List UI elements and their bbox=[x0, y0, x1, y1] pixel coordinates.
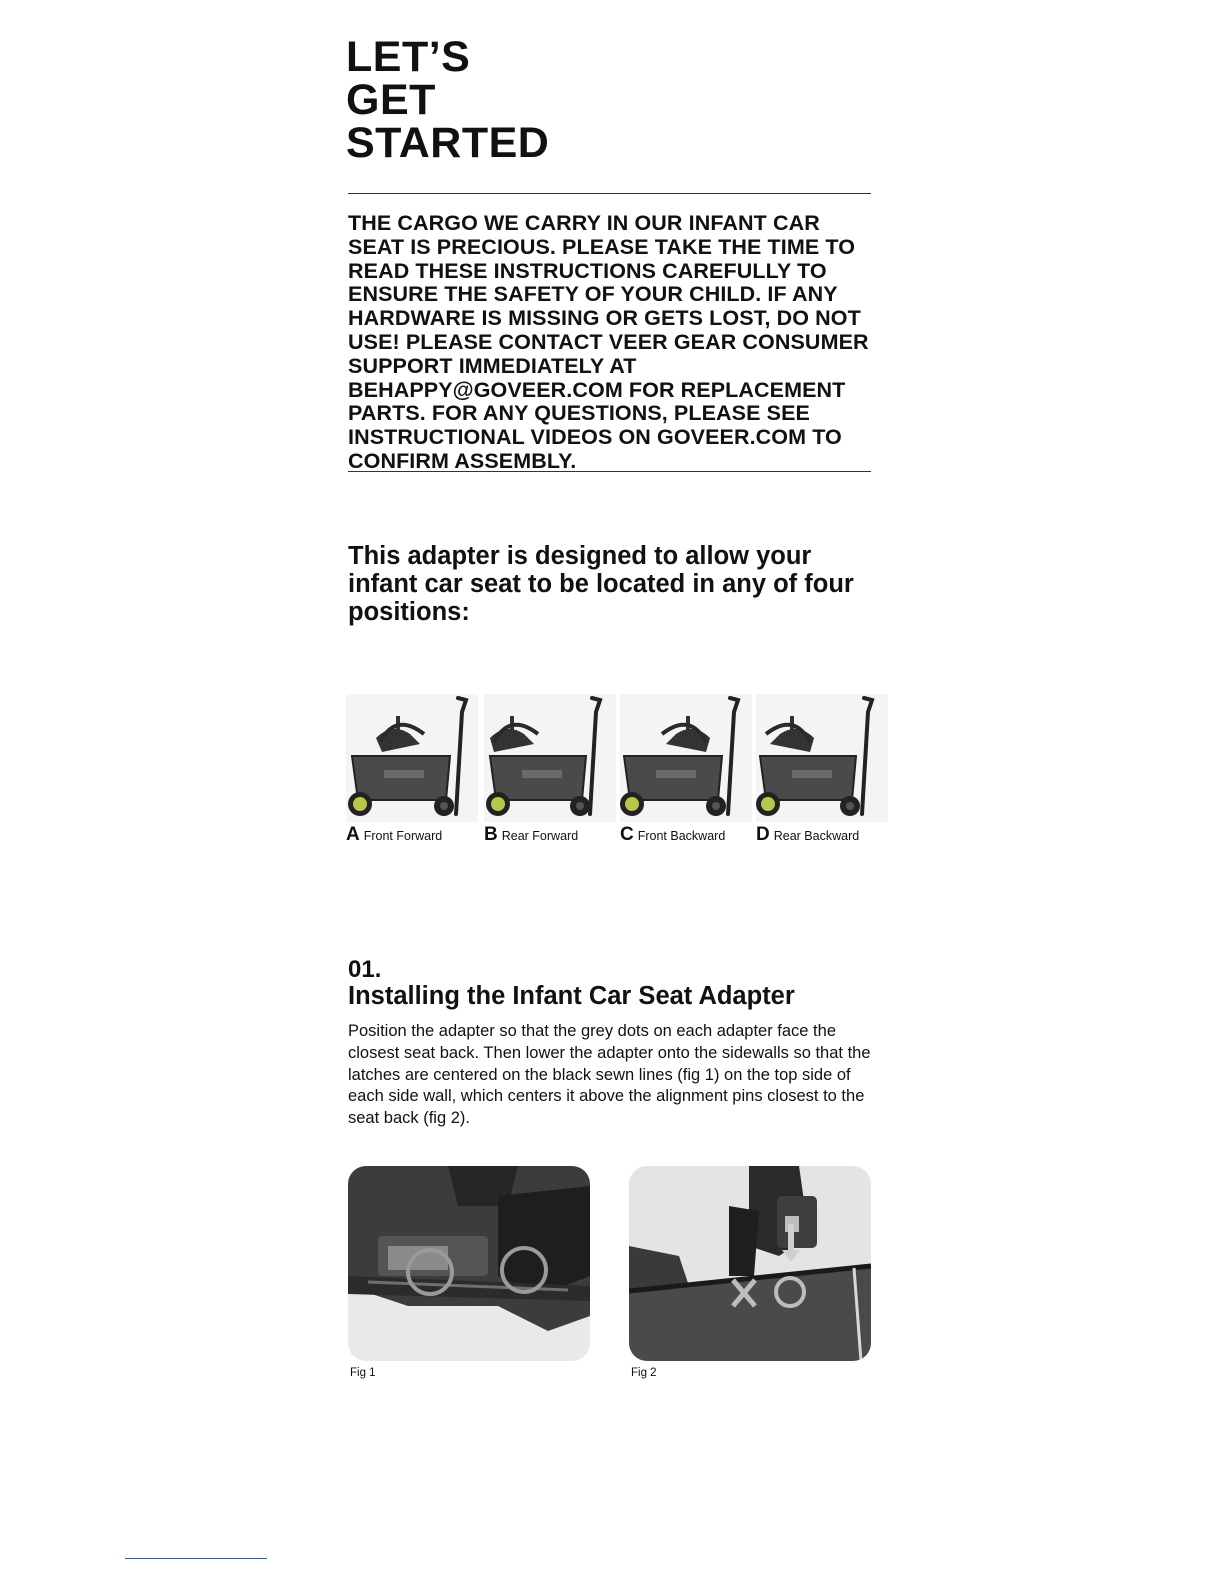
position-label: Rear Forward bbox=[501, 829, 579, 843]
divider-bottom bbox=[348, 471, 871, 472]
wagon-front-forward-illustration bbox=[346, 694, 478, 822]
wagon-front-backward-illustration bbox=[620, 694, 752, 822]
figure-1-caption: Fig 1 bbox=[350, 1367, 376, 1379]
position-d bbox=[756, 694, 888, 852]
safety-warning: THE CARGO WE CARRY IN OUR INFANT CAR SEAT IS PRECIOUS. PLEASE TAKE THE TIME TO READ THESE INSTRUCTIONS CAREFULLY TO ENSURE THE SAFETY OF YOUR CHILD. IF ANY HARDWARE IS MISSING OR GETS LOST, DO NOT USE! PLEASE CONTACT VEER GEAR CONSUMER SUPPORT IMMEDIATELY AT BEHAPPY@GOVEER.COM FOR REPLACEMENT PARTS. FOR ANY QUESTIONS, PLEASE SEE INSTRUCTIONAL VIDEOS ON GOVEER.COM TO CONFIRM ASSEMBLY. bbox=[348, 211, 869, 473]
step-instructions: Position the adapter so that the grey dots on each adapter face the closest seat back. Then lower the adapter onto the sidewalls so that the latches are centered on the black sewn lines (fig 1) on the top side of each side wall, which centers it above the alignment pins closest to the seat back (fig 2). bbox=[348, 1022, 871, 1128]
position-a bbox=[346, 694, 478, 852]
position-letter: B bbox=[484, 824, 498, 845]
figure-1 bbox=[348, 1166, 590, 1361]
position-caption bbox=[346, 824, 442, 846]
position-letter: D bbox=[756, 824, 770, 845]
position-letter: C bbox=[620, 824, 634, 845]
figure-2-caption: Fig 2 bbox=[631, 1367, 657, 1379]
wagon-rear-forward-illustration bbox=[484, 694, 616, 822]
positions-intro: This adapter is designed to allow your infant car seat to be located in any of four positions: bbox=[348, 542, 854, 626]
title-line: STARTED bbox=[346, 119, 550, 167]
wagon-rear-backward-illustration bbox=[756, 694, 888, 822]
position-letter: A bbox=[346, 824, 360, 845]
position-c bbox=[620, 694, 752, 852]
position-caption bbox=[756, 824, 859, 846]
footer-link-underline[interactable] bbox=[125, 1558, 267, 1559]
page-title bbox=[346, 33, 746, 167]
alignment-pin-photo bbox=[629, 1166, 871, 1361]
step-title: Installing the Infant Car Seat Adapter bbox=[348, 982, 795, 1010]
latch-alignment-photo bbox=[348, 1166, 590, 1361]
step-number: 01. bbox=[348, 956, 382, 983]
figure-2 bbox=[629, 1166, 871, 1361]
position-caption bbox=[620, 824, 725, 846]
position-caption bbox=[484, 824, 578, 846]
position-b bbox=[484, 694, 616, 852]
title-line: GET bbox=[346, 76, 436, 124]
position-label: Rear Backward bbox=[773, 829, 860, 843]
title-line: LET’S bbox=[346, 33, 471, 81]
position-label: Front Forward bbox=[363, 829, 443, 843]
position-label: Front Backward bbox=[637, 829, 726, 843]
divider-top bbox=[348, 193, 871, 194]
